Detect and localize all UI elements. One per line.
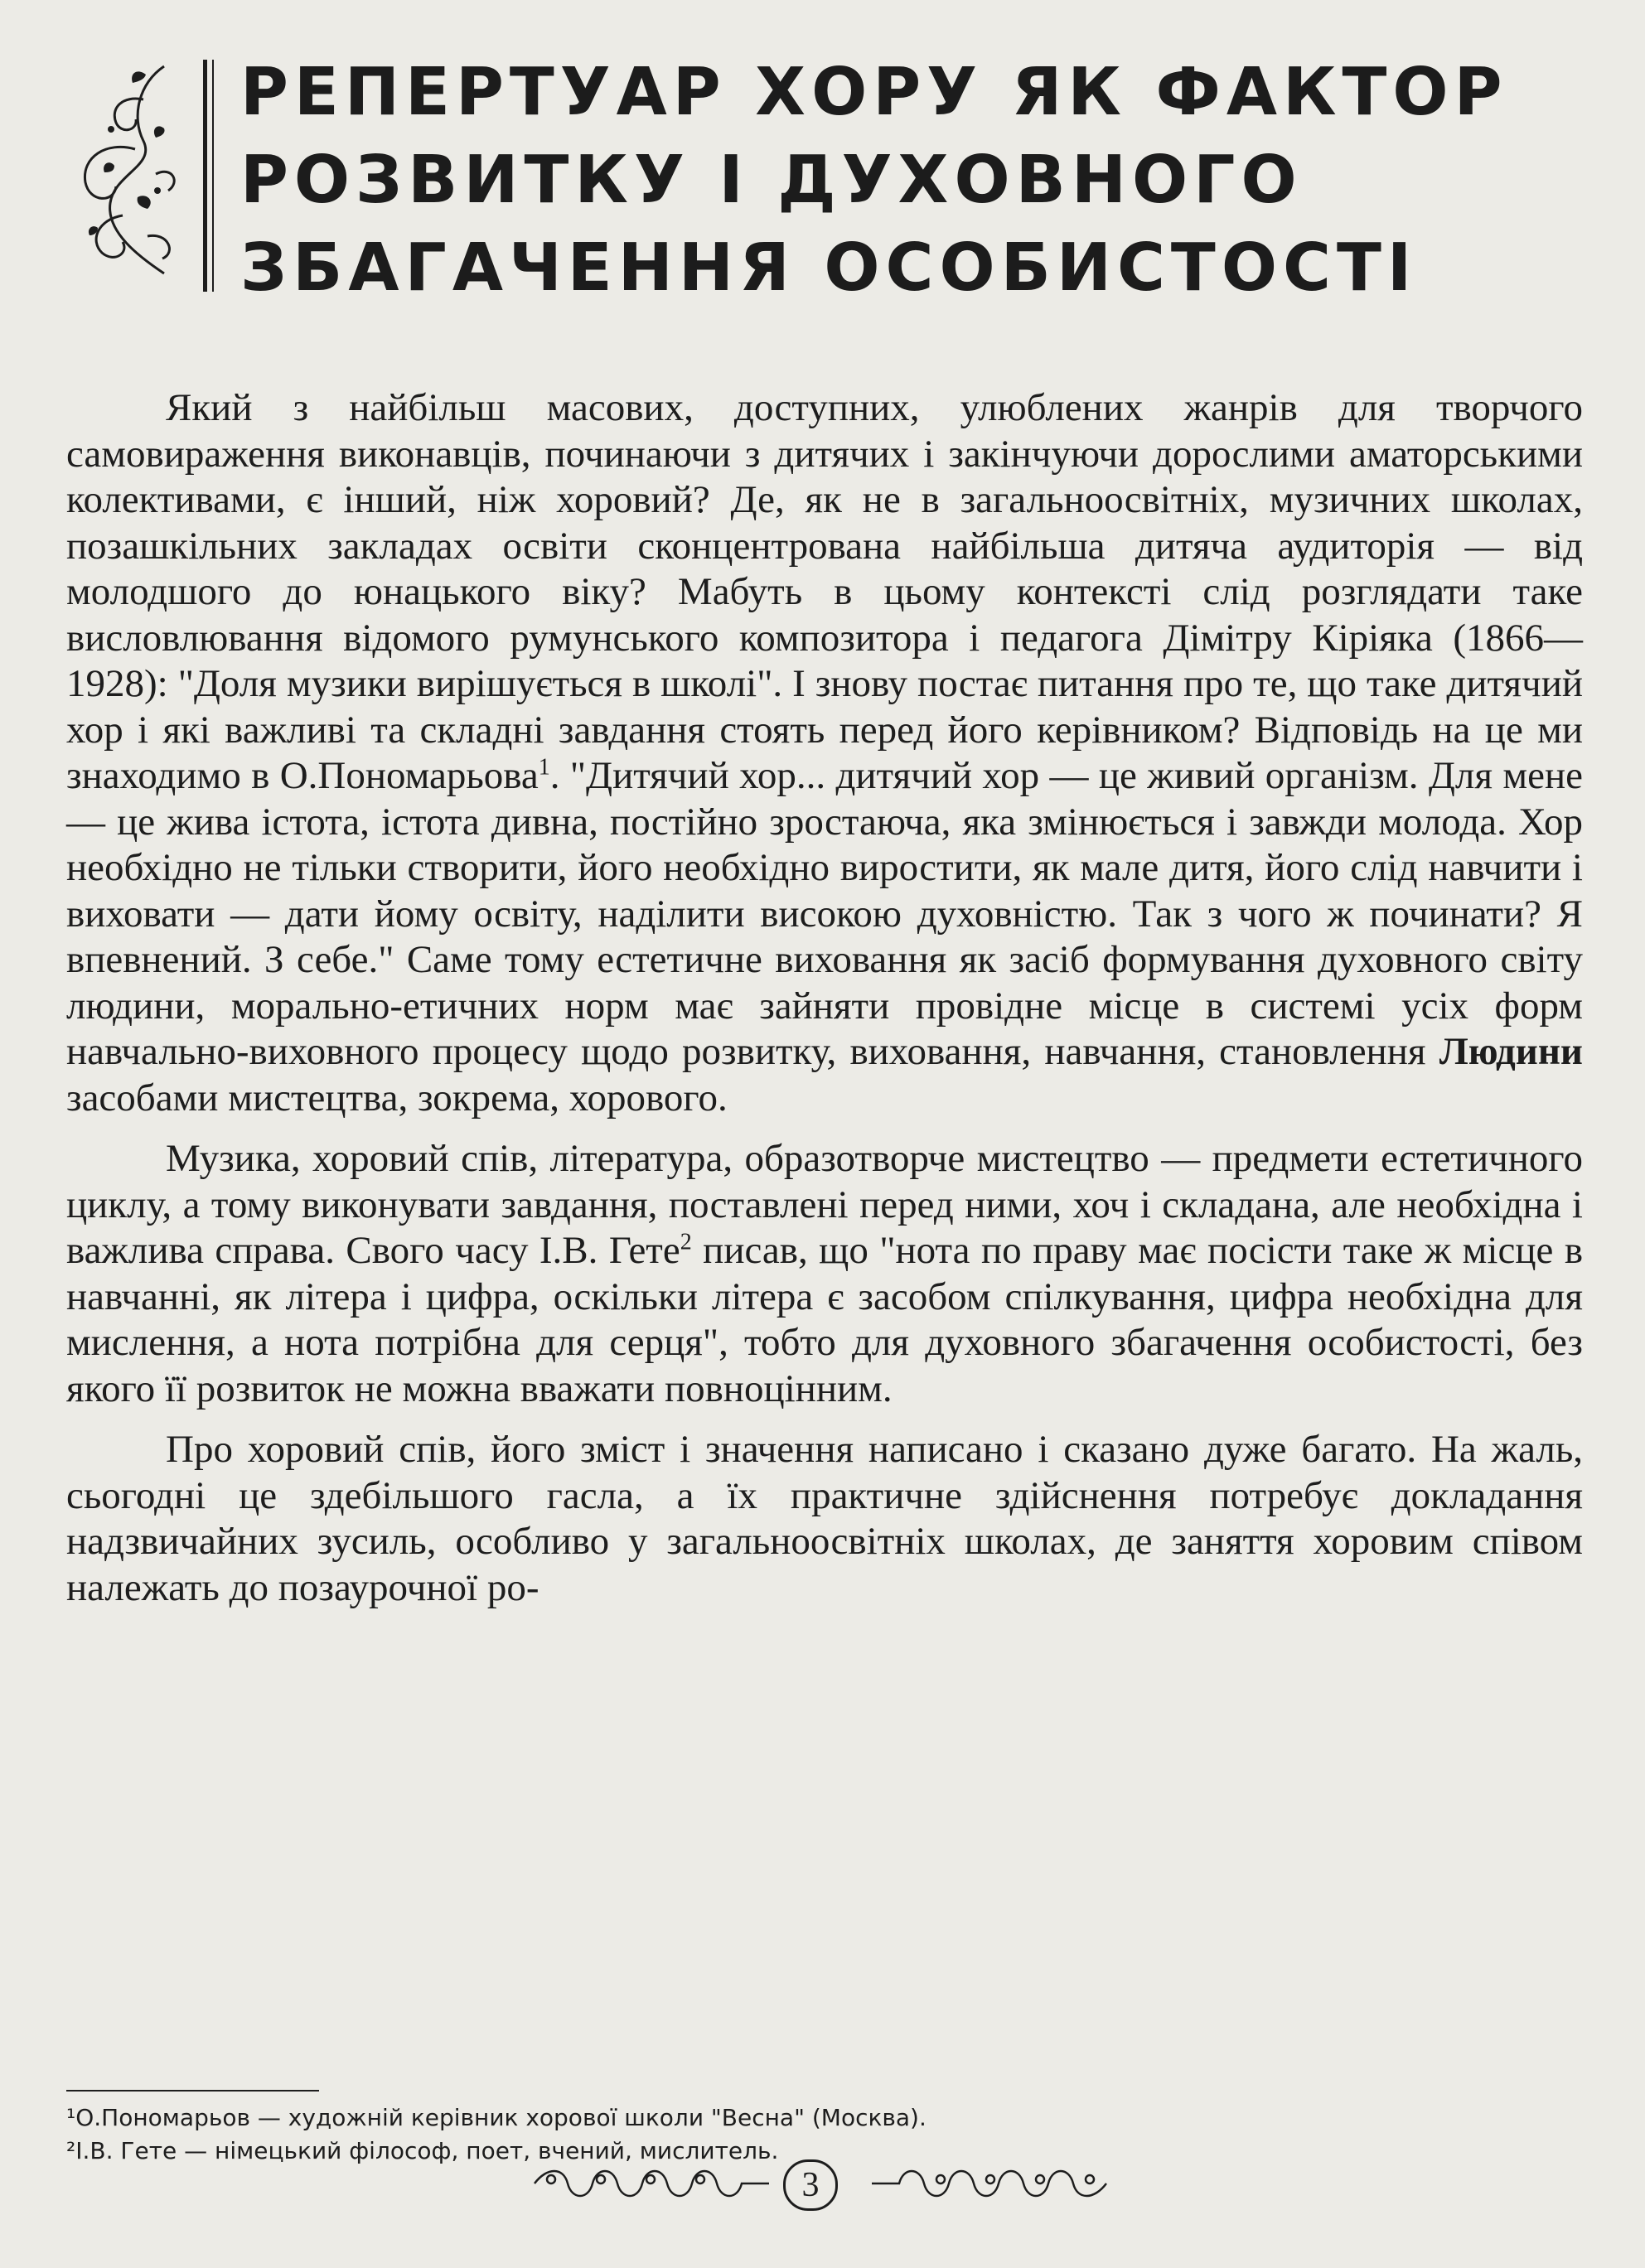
- paragraph-1-part-a: Який з найбільш масових, доступних, улюблених жанрів для творчого самовираження виконавців, починаючи з дитячих і закінчуючи дорослими аматорськими колективами, є інший, ніж хоровий? Де, як не в загальноосвітніх, музичних школах, позашкільних закладах освіти сконцентрована найбільша дитяча аудиторія — від молодшого до юнацького віку? Мабуть в цьому контексті слід розглядати таке висловлювання відомого румунського композитора і педагога Дімітру Кіріяка (1866—1928): "Доля музики вирішується в школі". І знову постає питання про те, що таке дитячий хор і які важливі та складні завдання стоять перед його керівником? Відповідь на це ми знаходимо в О.Пономарьова: [66, 386, 1583, 797]
- paragraph-3: Про хоровий спів, його зміст і значення написано і сказано дуже багато. На жаль, сьогодні це здебільшого гасла, а їх практичне здійснення потребує докладання надзвичайних зусиль, особливо у загальноосвітніх школах, де заняття хоровим співом належать до позаурочної ро-: [66, 1428, 1583, 1609]
- paragraph-2: [66, 1136, 1583, 1412]
- title-line-1: РЕПЕРТУАР ХОРУ ЯК ФАКТОР: [240, 54, 1508, 130]
- paragraph-1-part-c: засобами мистецтва, зокрема, хорового.: [66, 1076, 728, 1119]
- title-rule-thin: [212, 60, 214, 292]
- paragraph-1: [66, 385, 1583, 1121]
- footnote-ref-2: 2: [680, 1229, 692, 1255]
- paragraph-2-part-a: Музика, хоровий спів, література, образотворче мистецтво — предмети естетичного циклу, а тому виконувати завдання, поставлені перед ними, хоч і складана, але необхідна і важлива справа. Свого часу І.В. Гете: [66, 1137, 1583, 1272]
- footnote-ref-1: 1: [538, 754, 550, 781]
- title-line-2: РОЗВИТКУ І ДУХОВНОГО: [240, 142, 1303, 218]
- left-scroll-ornament-icon: [530, 2163, 771, 2204]
- footnote-divider: [66, 2090, 319, 2091]
- right-scroll-ornament-icon: [870, 2163, 1110, 2204]
- emphasis-lyudyny: Людини: [1439, 1030, 1583, 1073]
- paragraph-2-part-b: писав, що "нота по праву має посісти таке ж місце в навчанні, як літера і цифра, оскільки літера є засобом спілкування, цифра необхідна для мислення, а нота потрібна для серця", тобто для духовного збагачення особистості, без якого її розвиток не можна вважати повноцінним.: [66, 1229, 1584, 1410]
- page-number-footer: [530, 2154, 1110, 2221]
- footnote-1-mark: ¹: [66, 2104, 76, 2131]
- footnote-1: [66, 2101, 1558, 2135]
- title-rule-thick: [203, 60, 207, 292]
- page-number: 3: [783, 2159, 838, 2211]
- body-text: [66, 385, 1583, 1611]
- title-line-3: ЗБАГАЧЕННЯ ОСОБИСТОСТІ: [240, 230, 1418, 306]
- footnote-2-text: І.В. Гете — німецький філософ, поет, вчений, мислитель.: [75, 2137, 779, 2164]
- paragraph-1-part-b: . "Дитячий хор... дитячий хор — це живий організм. Для мене — це жива істота, істота дивна, постійно зростаюча, яка змінюється і завжди молода. Хор необхідно не тільки створити, його необхідно виростити, як мале дитя, його слід навчити і виховати — дати йому освіту, наділити високою духовністю. Так з чого ж починати? Я впевнений. З себе." Саме тому естетичне виховання як засіб формування духовного світу людини, морально-етичних норм має зайняти провідне місце в системі усіх форм навчально-виховного процесу щодо розвитку, виховання, навчання, становлення: [66, 754, 1583, 1073]
- footnote-2-mark: ²: [66, 2137, 76, 2164]
- floral-ornament-icon: [65, 50, 189, 290]
- footnote-1-text: О.Пономарьов — художній керівник хорової школи "Весна" (Москва).: [75, 2104, 927, 2131]
- page-title: [240, 48, 1583, 312]
